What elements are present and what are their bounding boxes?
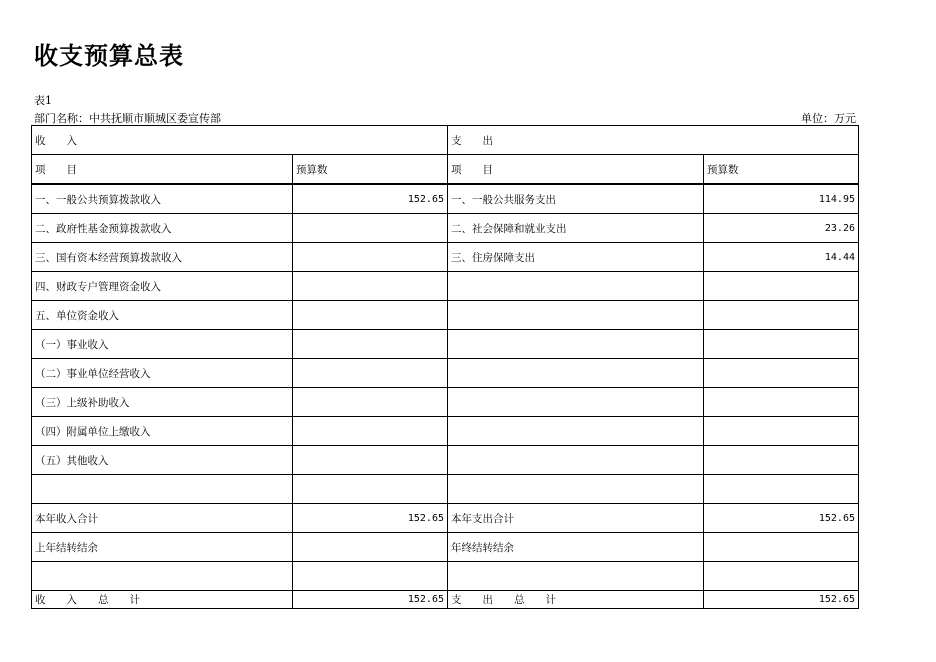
expense-value-cell xyxy=(704,388,859,417)
budget-summary-table xyxy=(31,125,859,609)
header-row-columns xyxy=(32,155,859,185)
table-row xyxy=(32,243,859,272)
expense-item-cell: 本年支出合计 xyxy=(448,504,704,533)
table-row xyxy=(32,301,859,330)
income-item-cell: 五、单位资金收入 xyxy=(32,301,293,330)
expense-budget-header: 预算数 xyxy=(704,155,859,185)
expense-value-cell xyxy=(704,359,859,388)
expense-item-cell xyxy=(448,301,704,330)
form-number: 表1 xyxy=(34,94,52,107)
expense-value-cell xyxy=(704,330,859,359)
income-item-cell: （三）上级补助收入 xyxy=(32,388,293,417)
income-item-cell xyxy=(32,562,293,591)
income-value-cell xyxy=(293,475,448,504)
income-value-cell xyxy=(293,562,448,591)
income-item-cell: 四、财政专户管理资金收入 xyxy=(32,272,293,301)
income-item-cell: 本年收入合计 xyxy=(32,504,293,533)
income-item-cell: 一、一般公共预算拨款收入 xyxy=(32,184,293,214)
table-row xyxy=(32,330,859,359)
table-row xyxy=(32,533,859,562)
expense-item-cell xyxy=(448,359,704,388)
expense-value-cell: 114.95 xyxy=(704,184,859,214)
expense-value-cell xyxy=(704,446,859,475)
income-value-cell xyxy=(293,301,448,330)
table-row xyxy=(32,562,859,591)
expense-value-cell xyxy=(704,562,859,591)
income-value-cell xyxy=(293,272,448,301)
income-value-cell xyxy=(293,417,448,446)
income-value-cell: 152.65 xyxy=(293,504,448,533)
table-row xyxy=(32,446,859,475)
income-value-cell xyxy=(293,243,448,272)
expense-item-cell xyxy=(448,562,704,591)
expense-value-cell xyxy=(704,533,859,562)
table-row xyxy=(32,272,859,301)
income-item-cell: （一）事业收入 xyxy=(32,330,293,359)
income-value-cell xyxy=(293,214,448,243)
income-item-cell: （二）事业单位经营收入 xyxy=(32,359,293,388)
expense-item-cell: 二、社会保障和就业支出 xyxy=(448,214,704,243)
table-row xyxy=(32,184,859,214)
table-row xyxy=(32,417,859,446)
expense-value-cell: 152.65 xyxy=(704,591,859,609)
table-row xyxy=(32,359,859,388)
income-budget-header: 预算数 xyxy=(293,155,448,185)
income-item-cell: 三、国有资本经营预算拨款收入 xyxy=(32,243,293,272)
expense-value-cell: 152.65 xyxy=(704,504,859,533)
unit-label: 单位：万元 xyxy=(801,112,856,125)
income-item-header: 项 目 xyxy=(32,155,293,185)
expense-item-cell xyxy=(448,446,704,475)
income-value-cell xyxy=(293,359,448,388)
table-row xyxy=(32,214,859,243)
income-value-cell xyxy=(293,533,448,562)
expense-item-cell xyxy=(448,388,704,417)
income-value-cell: 152.65 xyxy=(293,184,448,214)
expense-item-cell: 一、一般公共服务支出 xyxy=(448,184,704,214)
expense-item-cell xyxy=(448,272,704,301)
income-value-cell xyxy=(293,330,448,359)
income-value-cell: 152.65 xyxy=(293,591,448,609)
expense-item-cell xyxy=(448,417,704,446)
expense-value-cell: 23.26 xyxy=(704,214,859,243)
income-item-cell: 二、政府性基金预算拨款收入 xyxy=(32,214,293,243)
expense-item-cell xyxy=(448,475,704,504)
expense-value-cell xyxy=(704,417,859,446)
income-item-cell: 上年结转结余 xyxy=(32,533,293,562)
table-row xyxy=(32,504,859,533)
page-title: 收支预算总表 xyxy=(34,42,184,70)
expense-value-cell xyxy=(704,272,859,301)
expense-item-cell xyxy=(448,330,704,359)
income-item-cell: （五）其他收入 xyxy=(32,446,293,475)
income-value-cell xyxy=(293,446,448,475)
expense-item-cell: 三、住房保障支出 xyxy=(448,243,704,272)
expense-value-cell: 14.44 xyxy=(704,243,859,272)
income-value-cell xyxy=(293,388,448,417)
header-row-sections xyxy=(32,126,859,155)
table-row xyxy=(32,591,859,609)
income-item-cell: 收 入 总 计 xyxy=(32,591,293,609)
table-row xyxy=(32,475,859,504)
expense-item-cell: 年终结转结余 xyxy=(448,533,704,562)
table-row xyxy=(32,388,859,417)
department-name: 部门名称：中共抚顺市顺城区委宣传部 xyxy=(34,112,221,125)
income-item-cell xyxy=(32,475,293,504)
income-section-header: 收 入 xyxy=(32,126,448,155)
expense-item-header: 项 目 xyxy=(448,155,704,185)
income-item-cell: （四）附属单位上缴收入 xyxy=(32,417,293,446)
expense-item-cell: 支 出 总 计 xyxy=(448,591,704,609)
expense-value-cell xyxy=(704,301,859,330)
expense-value-cell xyxy=(704,475,859,504)
expense-section-header: 支 出 xyxy=(448,126,859,155)
